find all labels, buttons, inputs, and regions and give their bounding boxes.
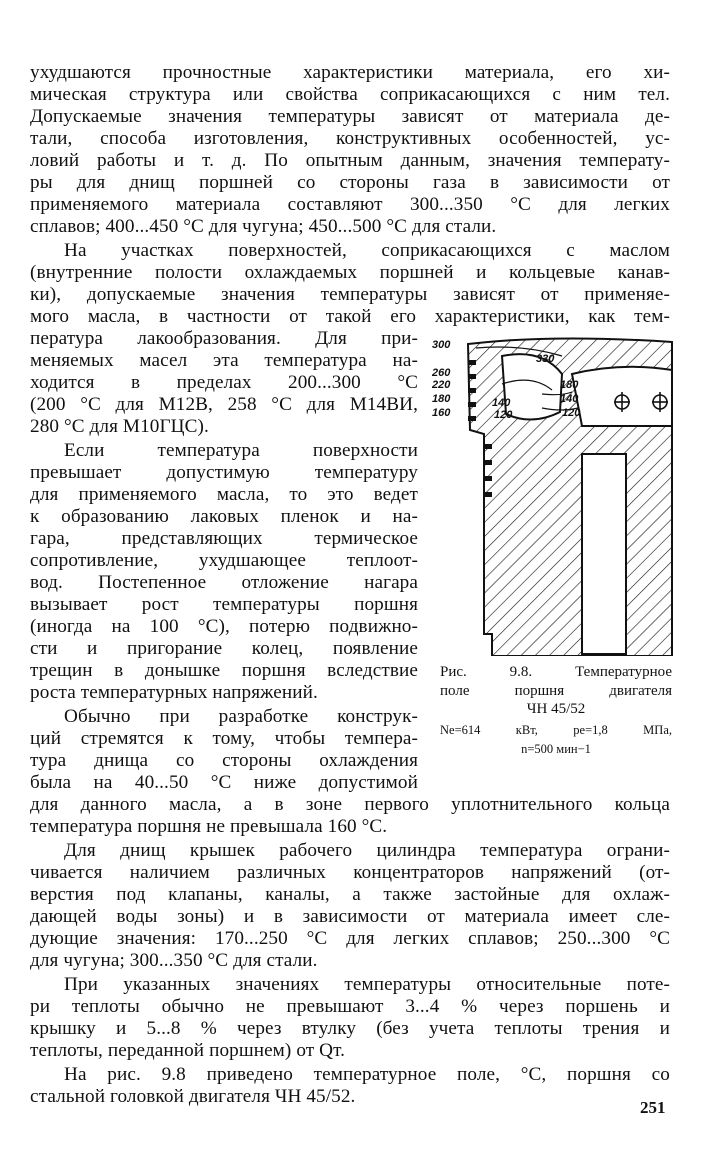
text-line: для чугуна; 300...350 °С для стали.	[30, 950, 318, 971]
isotherm-label-120a: 120	[494, 409, 513, 421]
text-line: ходится в пределах 200...300 °С	[30, 372, 418, 393]
text-line: применяемого материала составляют 300...350 °С для легких	[30, 194, 670, 215]
text-line: была на 40...50 °С ниже допустимой	[30, 772, 418, 793]
text-line: Допускаемые значения температуры зависят от материала де-	[30, 106, 670, 127]
text-line: мого масла, в частности от такой его характеристики, как тем-	[30, 306, 670, 327]
text-line: сплавов; 400...450 °С для чугуна; 450...500 °С для стали.	[30, 216, 497, 237]
text-line: роста температурных напряжений.	[30, 682, 318, 703]
text-line: чивается наличием различных концентраторов напряжений (от-	[30, 862, 670, 883]
scale-label-220: 220	[432, 379, 451, 391]
text-line: меняемых масел эта температура на-	[30, 350, 418, 371]
figure-caption-line-4: Ne=614 кВт, pe=1,8 МПа,	[440, 723, 672, 737]
text-line: для данного масла, а в зоне первого уплотнительного кольца	[30, 794, 670, 815]
text-line: Для днищ крышек рабочего цилиндра температура ограни-	[64, 840, 670, 861]
text-line: ций стремятся к тому, чтобы темпера-	[30, 728, 418, 749]
figure-caption-line-3: ЧН 45/52	[526, 701, 586, 717]
isotherm-label-120b: 120	[562, 407, 581, 419]
text-line: верстия под клапаны, каналы, а также застойные для охлаж-	[30, 884, 670, 905]
text-line: тура днища со стороны охлаждения	[30, 750, 418, 771]
scale-label-160: 160	[432, 407, 451, 419]
scale-label-300: 300	[432, 339, 451, 351]
isotherm-label-140a: 140	[492, 397, 511, 409]
text-line: На участках поверхностей, соприкасающихся с маслом	[64, 240, 670, 261]
text-line: ри теплоты обычно не превышают 3...4 % через поршень и	[30, 996, 670, 1017]
text-line: сопротивление, ухудшающее теплоот-	[30, 550, 418, 571]
text-line: дающей воды зоны) и в зависимости от материала имеет сле-	[30, 906, 670, 927]
text-line: тали, способа изготовления, конструктивных особенностей, ус-	[30, 128, 670, 149]
text-line: для применяемого масла, то это ведет	[30, 484, 418, 505]
text-line: вод. Постепенное отложение нагара	[30, 572, 418, 593]
text-line: сти и пригорание колец, появление	[30, 638, 418, 659]
text-line: Обычно при разработке конструк-	[64, 706, 418, 727]
text-line: При указанных значениях температуры относительные поте-	[64, 974, 670, 995]
text-line: ухудшаются прочностные характеристики материала, его хи-	[30, 62, 670, 83]
page-number: 251	[640, 1098, 666, 1117]
text-line: превышает допустимую температуру	[30, 462, 418, 483]
text-line: пература лакообразования. Для при-	[30, 328, 418, 349]
text-line: (иногда на 100 °С), потерю подвижно-	[30, 616, 418, 637]
text-line: На рис. 9.8 приведено температурное поле, °С, поршня со	[64, 1064, 670, 1085]
text-line: (внутренние полости охлаждаемых поршней и кольцевые канав-	[30, 262, 670, 283]
text-line: (200 °С для М12В, 258 °С для М14ВИ,	[30, 394, 418, 415]
text-line: ловий работы и т. д. По опытным данным, значения температу-	[30, 150, 670, 171]
text-line: Если температура поверхности	[64, 440, 418, 461]
text-line: крышку и 5...8 % через втулку (без учета теплоты трения и	[30, 1018, 670, 1039]
text-line: трещин в донышке поршня вследствие	[30, 660, 418, 681]
figure-caption-line-2: поле поршня двигателя	[440, 683, 672, 699]
isotherm-label-180: 180	[560, 379, 579, 391]
text-line: стальной головкой двигателя ЧН 45/52.	[30, 1086, 356, 1107]
text-line: гара, представляющих термическое	[30, 528, 418, 549]
piston-temperature-field-figure	[432, 334, 680, 656]
text-line: к образованию лаковых пленок и на-	[30, 506, 418, 527]
text-line: температура поршня не превышала 160 °С.	[30, 816, 388, 837]
text-line: мическая структура или свойства соприкасающихся с ним тел.	[30, 84, 670, 105]
text-line: 280 °С для М10ГЦС).	[30, 416, 209, 437]
isotherm-label-140b: 140	[560, 393, 579, 405]
isotherm-label-330: 330	[536, 353, 555, 365]
scale-label-180: 180	[432, 393, 451, 405]
figure-caption-line-5: n=500 мин−1	[521, 742, 591, 756]
text-line: ры для днищ поршней со стороны газа в зависимости от	[30, 172, 670, 193]
scale-label-260: 260	[432, 367, 451, 379]
text-line: вызывает рост температуры поршня	[30, 594, 418, 615]
text-line: дующие значения: 170...250 °С для легких сплавов; 250...300 °С	[30, 928, 670, 949]
text-line: ки), допускаемые значения температуры зависят от применяе-	[30, 284, 670, 305]
figure-caption-line-1: Рис. 9.8. Температурное	[440, 664, 672, 680]
text-line: теплоты, переданной поршнем) от Qт.	[30, 1040, 346, 1061]
